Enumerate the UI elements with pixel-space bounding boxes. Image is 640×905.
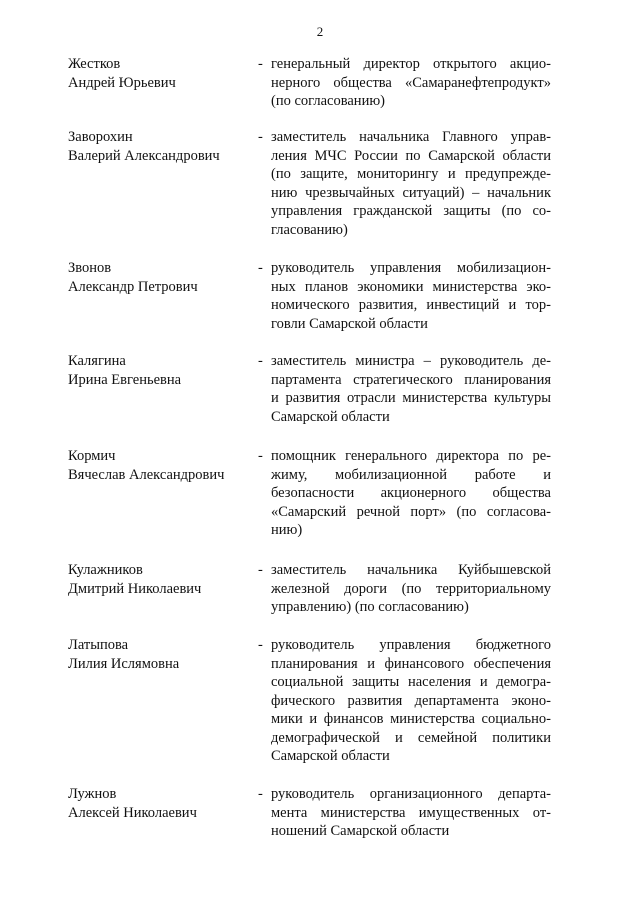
member-name <box>68 55 258 92</box>
member-given-names: Ирина Евгеньевна <box>68 371 182 388</box>
member-role <box>271 636 551 766</box>
member-role <box>271 259 551 333</box>
member-given-names: Лилия Ислямовна <box>68 655 180 672</box>
dash-separator: - <box>258 56 263 72</box>
role-line: руководитель управления мобилизацион- <box>271 260 551 276</box>
dash-separator: - <box>258 129 263 145</box>
member-given-names: Алексей Николаевич <box>68 804 197 821</box>
role-line: ления МЧС России по Самарской области <box>271 147 551 164</box>
member-surname: Жестков <box>68 56 121 72</box>
member-name <box>68 447 258 484</box>
member-surname: Латыпова <box>68 637 129 653</box>
member-given-names: Дмитрий Николаевич <box>68 580 202 597</box>
member-surname: Заворохин <box>68 129 133 145</box>
role-line: говли Самарской области <box>271 315 428 332</box>
dash-separator: - <box>258 260 263 276</box>
member-name <box>68 561 258 598</box>
role-line: (по согласованию) <box>271 93 385 109</box>
role-line: генеральный директор открытого акцио- <box>271 56 551 72</box>
member-name <box>68 128 258 165</box>
member-role <box>271 561 551 617</box>
dash-separator: - <box>258 786 263 802</box>
member-name <box>68 636 258 673</box>
dash-separator: - <box>258 353 263 369</box>
role-line: заместитель министра – руководитель де- <box>271 353 551 369</box>
role-line: заместитель начальника Куйбышевской <box>271 562 551 578</box>
role-line: социальной защиты населения и демогра- <box>271 674 551 690</box>
dash-separator: - <box>258 637 263 653</box>
member-role <box>271 785 551 841</box>
member-name <box>68 259 258 296</box>
role-line: Самарской области <box>271 748 390 764</box>
role-line: управлению) (по согласованию) <box>271 599 469 615</box>
member-surname: Кулажников <box>68 562 143 578</box>
role-line: помощник генерального директора по ре- <box>271 448 551 464</box>
member-name <box>68 352 258 389</box>
role-line: нию) <box>271 522 303 538</box>
role-line: фического развития департамента эконо- <box>271 692 551 709</box>
member-role <box>271 55 551 111</box>
role-line: руководитель управления бюджетного <box>271 637 551 653</box>
member-given-names: Андрей Юрьевич <box>68 74 176 91</box>
role-line: нию чрезвычайных ситуаций) – начальник <box>271 184 551 201</box>
member-role <box>271 128 551 239</box>
member-role <box>271 352 551 426</box>
role-line: партамента стратегического планирования <box>271 371 551 388</box>
role-line: гласованию) <box>271 221 348 238</box>
role-line: нерного общества «Самаранефтепродукт» <box>271 74 551 91</box>
member-surname: Лужнов <box>68 786 117 802</box>
role-line: управления гражданской защиты (по со- <box>271 203 551 219</box>
role-line: (по защите, мониторингу и предупрежде- <box>271 166 551 182</box>
member-surname: Кормич <box>68 448 116 464</box>
role-line: и развития отрасли министерства культуры <box>271 390 551 406</box>
role-line: мента министерства имущественных от- <box>271 804 551 821</box>
role-line: планирования и финансового обеспечения <box>271 655 551 672</box>
dash-separator: - <box>258 562 263 578</box>
role-line: заместитель начальника Главного управ- <box>271 129 551 145</box>
member-given-names: Вячеслав Александрович <box>68 466 225 483</box>
role-line: железной дороги (по территориальному <box>271 580 551 597</box>
role-line: ношений Самарской области <box>271 823 450 839</box>
role-line: Самарской области <box>271 408 390 425</box>
member-surname: Звонов <box>68 260 112 276</box>
role-line: «Самарский речной порт» (по согласова- <box>271 503 551 520</box>
member-name <box>68 785 258 822</box>
role-line: жиму, мобилизационной работе и <box>271 466 551 483</box>
dash-separator: - <box>258 448 263 464</box>
page-number: 2 <box>316 24 324 39</box>
role-line: безопасности акционерного общества <box>271 485 551 501</box>
role-line: демографической и семейной политики <box>271 729 551 746</box>
member-given-names: Валерий Александрович <box>68 147 220 164</box>
member-role <box>271 447 551 540</box>
role-line: мики и финансов министерства социально- <box>271 711 551 727</box>
member-given-names: Александр Петрович <box>68 278 198 295</box>
member-surname: Калягина <box>68 353 126 369</box>
role-line: ных планов экономики министерства эко- <box>271 278 551 295</box>
role-line: номического развития, инвестиций и тор- <box>271 297 551 313</box>
role-line: руководитель организационного департа- <box>271 786 551 802</box>
